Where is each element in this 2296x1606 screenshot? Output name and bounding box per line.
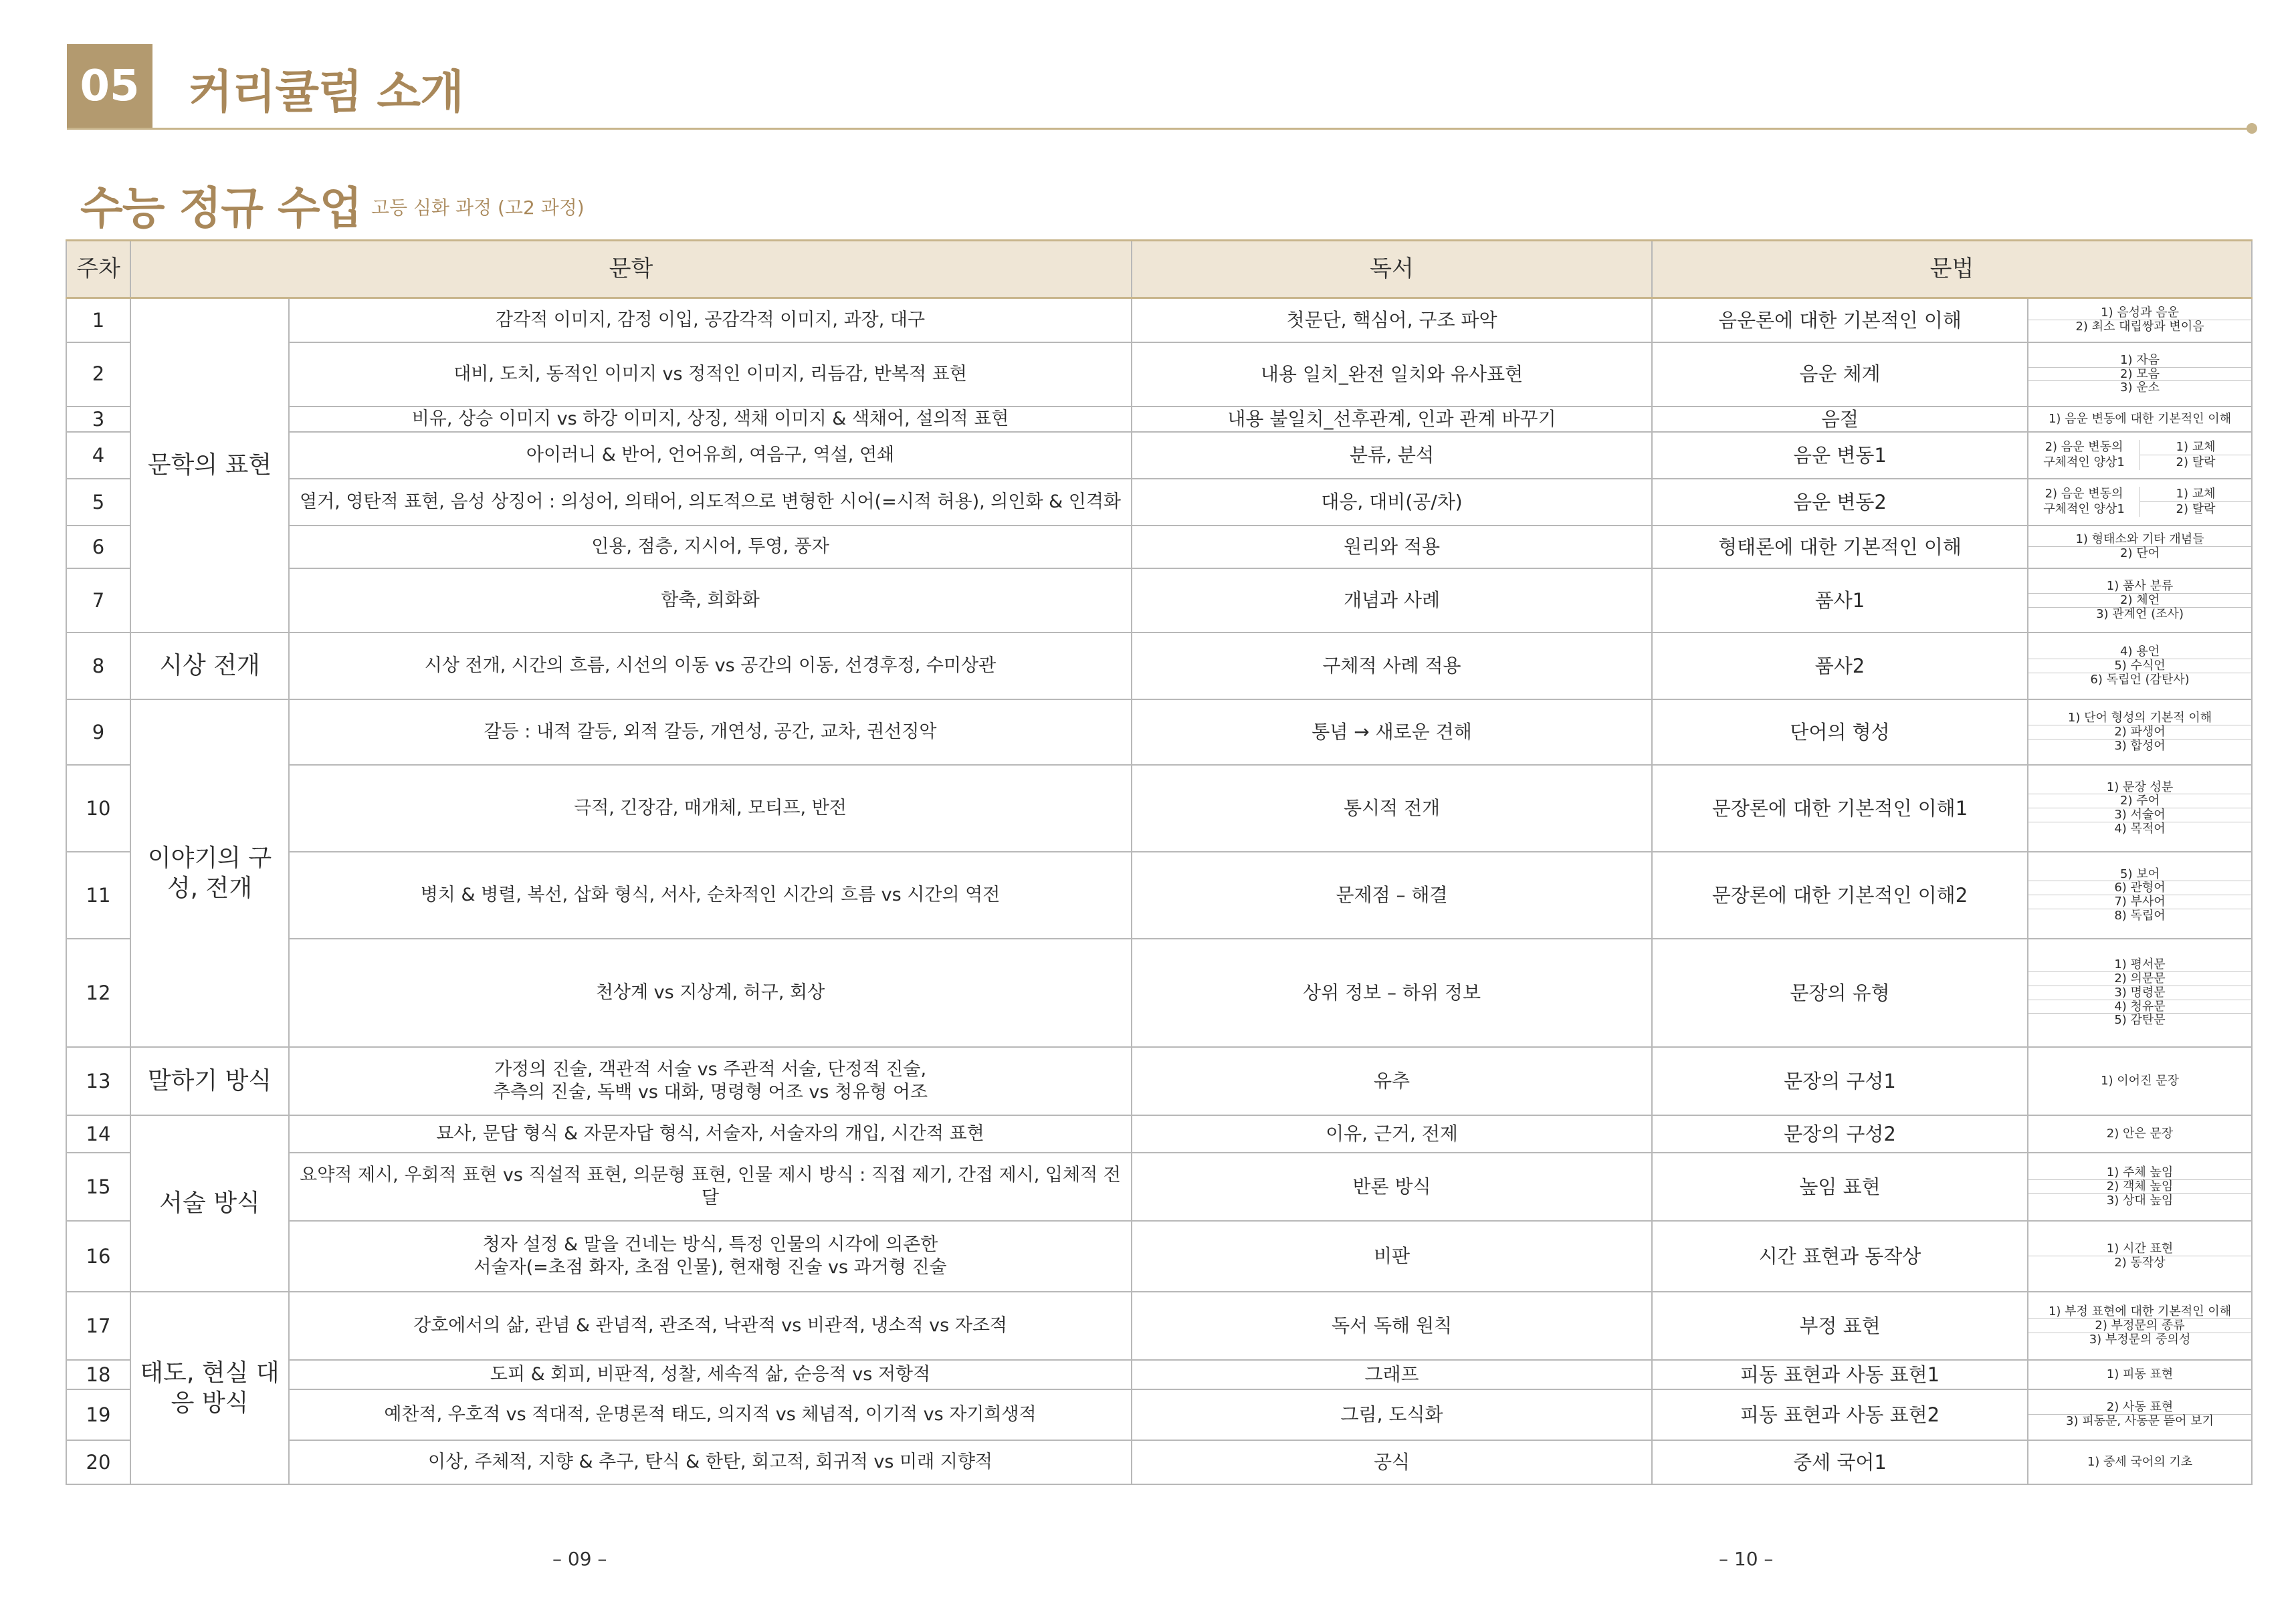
literature-line: 추측의 진술, 독백 vs 대화, 명령형 어조 vs 청유형 어조: [492, 1081, 928, 1103]
detail-item: 2) 객체 높임: [2028, 1179, 2251, 1193]
detail-item: 1) 교체: [2176, 440, 2216, 455]
week-cell: 18: [66, 1360, 130, 1389]
grammar-detail-cell: [2028, 633, 2252, 699]
reading-cell: 상위 정보 – 하위 정보: [1132, 939, 1652, 1047]
detail-item: 2) 부정문의 종류: [2028, 1318, 2251, 1333]
detail-item: 1) 부정 표현에 대한 기본적인 이해: [2048, 1304, 2232, 1319]
detail-item: 3) 운소: [2028, 380, 2251, 394]
literature-line: 가정의 진술, 객관적 서술 vs 주관적 서술, 단정적 진술,: [494, 1059, 927, 1080]
reading-cell: 통시적 전개: [1132, 765, 1652, 852]
detail-item: 5) 수식언: [2028, 659, 2251, 673]
grammar-detail-cell: [2028, 298, 2252, 342]
divider-dot: [2247, 123, 2257, 134]
literature-cell: 예찬적, 우호적 vs 적대적, 운명론적 태도, 의지적 vs 체념적, 이기적 vs 자기희생적: [289, 1389, 1132, 1440]
reading-cell: 공식: [1132, 1440, 1652, 1484]
detail-item: 7) 부사어: [2028, 895, 2251, 909]
grammar-cell: 문장의 구성1: [1652, 1047, 2028, 1115]
section-number: 05: [80, 62, 140, 111]
grammar-detail-cell: [2028, 1389, 2252, 1440]
detail-item: 1) 음성과 음운: [2101, 306, 2179, 320]
category-cell: 시상 전개: [130, 633, 289, 699]
grammar-detail-cell: [2028, 1047, 2252, 1115]
detail-item: 2) 동작상: [2028, 1256, 2251, 1270]
detail-item: 2) 파생어: [2028, 725, 2251, 739]
week-cell: 6: [66, 526, 130, 568]
detail-item: 8) 독립어: [2028, 909, 2251, 923]
week-cell: 5: [66, 479, 130, 526]
week-cell: 17: [66, 1292, 130, 1360]
week-cell: 8: [66, 633, 130, 699]
category-cell: 말하기 방식: [130, 1047, 289, 1115]
section-subtitle: 고등 심화 과정 (고2 과정): [371, 197, 585, 219]
table-row: [66, 1221, 2252, 1292]
detail-label: [2028, 440, 2140, 470]
detail-item: 6) 관형어: [2028, 881, 2251, 895]
grammar-cell: 중세 국어1: [1652, 1440, 2028, 1484]
detail-item: 6) 독립언 (감탄사): [2028, 673, 2251, 687]
grammar-detail-cell: [2028, 852, 2252, 939]
grammar-cell: 문장의 유형: [1652, 939, 2028, 1047]
reading-cell: 내용 일치_완전 일치와 유사표현: [1132, 342, 1652, 407]
table-row: [66, 699, 2252, 765]
table-row: [66, 1047, 2252, 1115]
literature-cell: [289, 1221, 1132, 1292]
reading-cell: 첫문단, 핵심어, 구조 파악: [1132, 298, 1652, 342]
week-cell: 16: [66, 1221, 130, 1292]
literature-cell: 열거, 영탄적 표현, 음성 상징어 : 의성어, 의태어, 의도적으로 변형한 시어(=시적 허용), 의인화 & 인격화: [289, 479, 1132, 526]
header-reading: 독서: [1132, 241, 1652, 298]
table-row: [66, 342, 2252, 407]
table-row: [66, 1153, 2252, 1221]
grammar-detail-cell: [2028, 432, 2252, 479]
grammar-cell: 음운 변동1: [1652, 432, 2028, 479]
literature-cell: 갈등 : 내적 갈등, 외적 갈등, 개연성, 공간, 교차, 권선징악: [289, 699, 1132, 765]
detail-item: 2) 단어: [2028, 546, 2251, 560]
detail-item: 3) 피동문, 사동문 뜯어 보기: [2028, 1414, 2251, 1428]
week-cell: 4: [66, 432, 130, 479]
category-cell: 서술 방식: [130, 1115, 289, 1292]
reading-cell: 대응, 대비(공/차): [1132, 479, 1652, 526]
table-row: [66, 568, 2252, 633]
detail-item: 1) 피동 표현: [2106, 1367, 2174, 1381]
grammar-detail-cell: [2028, 699, 2252, 765]
detail-label-line: 2) 음운 변동의: [2045, 487, 2123, 501]
detail-item: 5) 감탄문: [2028, 1013, 2251, 1027]
header-literature: 문학: [130, 241, 1132, 298]
literature-cell: 감각적 이미지, 감정 이입, 공감각적 이미지, 과장, 대구: [289, 298, 1132, 342]
literature-cell: 함축, 희화화: [289, 568, 1132, 633]
week-cell: 2: [66, 342, 130, 407]
detail-item: 2) 최소 대립쌍과 변이음: [2028, 320, 2251, 334]
section-title: 수능 정규 수업: [80, 183, 362, 234]
detail-item: 3) 명령문: [2028, 986, 2251, 1000]
reading-cell: 원리와 적용: [1132, 526, 1652, 568]
grammar-cell: 음운 체계: [1652, 342, 2028, 407]
literature-line: 서술자(=초점 화자, 초점 인물), 현재형 진술 vs 과거형 진술: [474, 1256, 947, 1278]
grammar-detail-cell: [2028, 1292, 2252, 1360]
week-cell: 10: [66, 765, 130, 852]
reading-cell: 비판: [1132, 1221, 1652, 1292]
detail-item: 1) 자음: [2120, 352, 2160, 367]
table-row: [66, 1292, 2252, 1360]
grammar-detail-cell: [2028, 1221, 2252, 1292]
table-row: [66, 479, 2252, 526]
detail-item: 4) 용언: [2120, 645, 2160, 659]
page-number-left: – 09 –: [552, 1548, 607, 1570]
detail-item: 2) 안은 문장: [2106, 1126, 2174, 1141]
detail-item: 1) 단어 형성의 기본적 이해: [2067, 711, 2212, 725]
table-row: [66, 852, 2252, 939]
grammar-detail-cell: [2028, 1360, 2252, 1389]
header-week: 주차: [66, 241, 130, 298]
detail-label-line: 2) 음운 변동의: [2045, 440, 2123, 455]
detail-item: 1) 품사 분류: [2106, 579, 2174, 594]
grammar-cell: 문장론에 대한 기본적인 이해2: [1652, 852, 2028, 939]
page-title: 커리큘럼 소개: [189, 66, 463, 119]
detail-item: 2) 모음: [2028, 367, 2251, 381]
literature-cell: 이상, 주체적, 지향 & 추구, 탄식 & 한탄, 회고적, 회귀적 vs 미래 지향적: [289, 1440, 1132, 1484]
literature-cell: 묘사, 문답 형식 & 자문자답 형식, 서술자, 서술자의 개입, 시간적 표현: [289, 1115, 1132, 1153]
literature-cell: 요약적 제시, 우회적 표현 vs 직설적 표현, 의문형 표현, 인물 제시 방식 : 직접 제기, 간접 제시, 입체적 전달: [289, 1153, 1132, 1221]
grammar-detail-cell: [2028, 407, 2252, 432]
detail-item: 1) 형태소와 기타 개념들: [2075, 532, 2204, 547]
grammar-detail-cell: [2028, 1153, 2252, 1221]
grammar-cell: 음운론에 대한 기본적인 이해: [1652, 298, 2028, 342]
detail-item: 4) 목적어: [2028, 822, 2251, 836]
week-cell: 15: [66, 1153, 130, 1221]
literature-line: 청자 설정 & 말을 건네는 방식, 특정 인물의 시각에 의존한: [482, 1234, 938, 1255]
reading-cell: 통념 → 새로운 견해: [1132, 699, 1652, 765]
table-row: [66, 298, 2252, 342]
detail-item: 3) 서술어: [2028, 808, 2251, 822]
literature-cell: 비유, 상승 이미지 vs 하강 이미지, 상징, 색채 이미지 & 색채어, 설의적 표현: [289, 407, 1132, 432]
week-cell: 14: [66, 1115, 130, 1153]
literature-cell: 아이러니 & 반어, 언어유희, 여음구, 역설, 연쇄: [289, 432, 1132, 479]
reading-cell: 구체적 사례 적용: [1132, 633, 1652, 699]
week-cell: 13: [66, 1047, 130, 1115]
grammar-detail-cell: [2028, 1115, 2252, 1153]
detail-label-line: 구체적인 양상1: [2043, 455, 2125, 469]
detail-item: 2) 의문문: [2028, 971, 2251, 986]
detail-item: 3) 합성어: [2028, 739, 2251, 753]
week-cell: 7: [66, 568, 130, 633]
grammar-cell: 형태론에 대한 기본적인 이해: [1652, 526, 2028, 568]
grammar-cell: 높임 표현: [1652, 1153, 2028, 1221]
grammar-detail-cell: [2028, 765, 2252, 852]
week-cell: 1: [66, 298, 130, 342]
detail-item: 1) 교체: [2176, 487, 2216, 501]
week-cell: 12: [66, 939, 130, 1047]
detail-label: [2028, 487, 2140, 517]
detail-item: 2) 체언: [2028, 593, 2251, 607]
table-row: [66, 765, 2252, 852]
detail-item: 1) 평서문: [2114, 957, 2166, 972]
detail-item: 1) 문장 성분: [2106, 780, 2174, 794]
table-header-row: [66, 241, 2252, 298]
detail-item: 3) 부정문의 중의성: [2028, 1333, 2251, 1347]
grammar-cell: 문장의 구성2: [1652, 1115, 2028, 1153]
grammar-detail-cell: [2028, 526, 2252, 568]
detail-item: 3) 상대 높임: [2028, 1193, 2251, 1208]
table-row: [66, 1440, 2252, 1484]
detail-item: 1) 중세 국어의 기초: [2087, 1454, 2193, 1469]
detail-item: 2) 탈락: [2140, 455, 2251, 470]
literature-cell: 도피 & 회피, 비판적, 성찰, 세속적 삶, 순응적 vs 저항적: [289, 1360, 1132, 1389]
detail-label-line: 구체적인 양상1: [2043, 501, 2125, 516]
page-number-right: – 10 –: [1719, 1548, 1774, 1570]
reading-cell: 이유, 근거, 전제: [1132, 1115, 1652, 1153]
detail-item: 1) 시간 표현: [2106, 1242, 2174, 1256]
header-divider: [67, 128, 2251, 130]
detail-item: 4) 청유문: [2028, 1000, 2251, 1014]
table-row: [66, 633, 2252, 699]
detail-item: 1) 이어진 문장: [2101, 1073, 2179, 1088]
grammar-cell: 문장론에 대한 기본적인 이해1: [1652, 765, 2028, 852]
grammar-detail-cell: [2028, 342, 2252, 407]
section-number-badge: [67, 44, 152, 128]
grammar-cell: 피동 표현과 사동 표현1: [1652, 1360, 2028, 1389]
grammar-cell: 품사1: [1652, 568, 2028, 633]
literature-cell: 극적, 긴장감, 매개체, 모티프, 반전: [289, 765, 1132, 852]
week-cell: 19: [66, 1389, 130, 1440]
grammar-detail-cell: [2028, 1440, 2252, 1484]
grammar-cell: 음운 변동2: [1652, 479, 2028, 526]
table-row: [66, 526, 2252, 568]
detail-item: 1) 음운 변동에 대한 기본적인 이해: [2048, 411, 2232, 426]
detail-item: 1) 주체 높임: [2106, 1165, 2174, 1180]
grammar-cell: 부정 표현: [1652, 1292, 2028, 1360]
grammar-cell: 피동 표현과 사동 표현2: [1652, 1389, 2028, 1440]
grammar-cell: 단어의 형성: [1652, 699, 2028, 765]
reading-cell: 독서 독해 원칙: [1132, 1292, 1652, 1360]
reading-cell: 유추: [1132, 1047, 1652, 1115]
detail-item: 3) 관계언 (조사): [2028, 607, 2251, 621]
literature-cell: 병치 & 병렬, 복선, 삽화 형식, 서사, 순차적인 시간의 흐름 vs 시간의 역전: [289, 852, 1132, 939]
reading-cell: 반론 방식: [1132, 1153, 1652, 1221]
table-row: [66, 1360, 2252, 1389]
table-row: [66, 1115, 2252, 1153]
table-row: [66, 432, 2252, 479]
reading-cell: 내용 불일치_선후관계, 인과 관계 바꾸기: [1132, 407, 1652, 432]
category-cell: 문학의 표현: [130, 298, 289, 633]
table-row: [66, 407, 2252, 432]
literature-cell: [289, 1047, 1132, 1115]
grammar-cell: 시간 표현과 동작상: [1652, 1221, 2028, 1292]
week-cell: 20: [66, 1440, 130, 1484]
literature-cell: 천상계 vs 지상계, 허구, 회상: [289, 939, 1132, 1047]
detail-item: 5) 보어: [2120, 867, 2160, 881]
detail-item: 2) 주어: [2028, 794, 2251, 808]
detail-item: 2) 사동 표현: [2106, 1400, 2174, 1415]
week-cell: 9: [66, 699, 130, 765]
category-cell: 태도, 현실 대응 방식: [130, 1292, 289, 1484]
week-cell: 11: [66, 852, 130, 939]
table-row: [66, 939, 2252, 1047]
grammar-detail-cell: [2028, 568, 2252, 633]
header-grammar: 문법: [1652, 241, 2252, 298]
reading-cell: 개념과 사례: [1132, 568, 1652, 633]
grammar-detail-cell: [2028, 479, 2252, 526]
category-cell: 이야기의 구성, 전개: [130, 699, 289, 1047]
grammar-cell: 음절: [1652, 407, 2028, 432]
detail-item: 2) 탈락: [2140, 501, 2251, 517]
literature-cell: 시상 전개, 시간의 흐름, 시선의 이동 vs 공간의 이동, 선경후정, 수미상관: [289, 633, 1132, 699]
literature-cell: 인용, 점층, 지시어, 투영, 풍자: [289, 526, 1132, 568]
curriculum-table: [66, 239, 2253, 1485]
literature-cell: 강호에서의 삶, 관념 & 관념적, 관조적, 낙관적 vs 비관적, 냉소적 vs 자조적: [289, 1292, 1132, 1360]
literature-cell: 대비, 도치, 동적인 이미지 vs 정적인 이미지, 리듬감, 반복적 표현: [289, 342, 1132, 407]
grammar-detail-cell: [2028, 939, 2252, 1047]
reading-cell: 그림, 도식화: [1132, 1389, 1652, 1440]
week-cell: 3: [66, 407, 130, 432]
table-row: [66, 1389, 2252, 1440]
reading-cell: 그래프: [1132, 1360, 1652, 1389]
grammar-cell: 품사2: [1652, 633, 2028, 699]
reading-cell: 분류, 분석: [1132, 432, 1652, 479]
reading-cell: 문제점 – 해결: [1132, 852, 1652, 939]
